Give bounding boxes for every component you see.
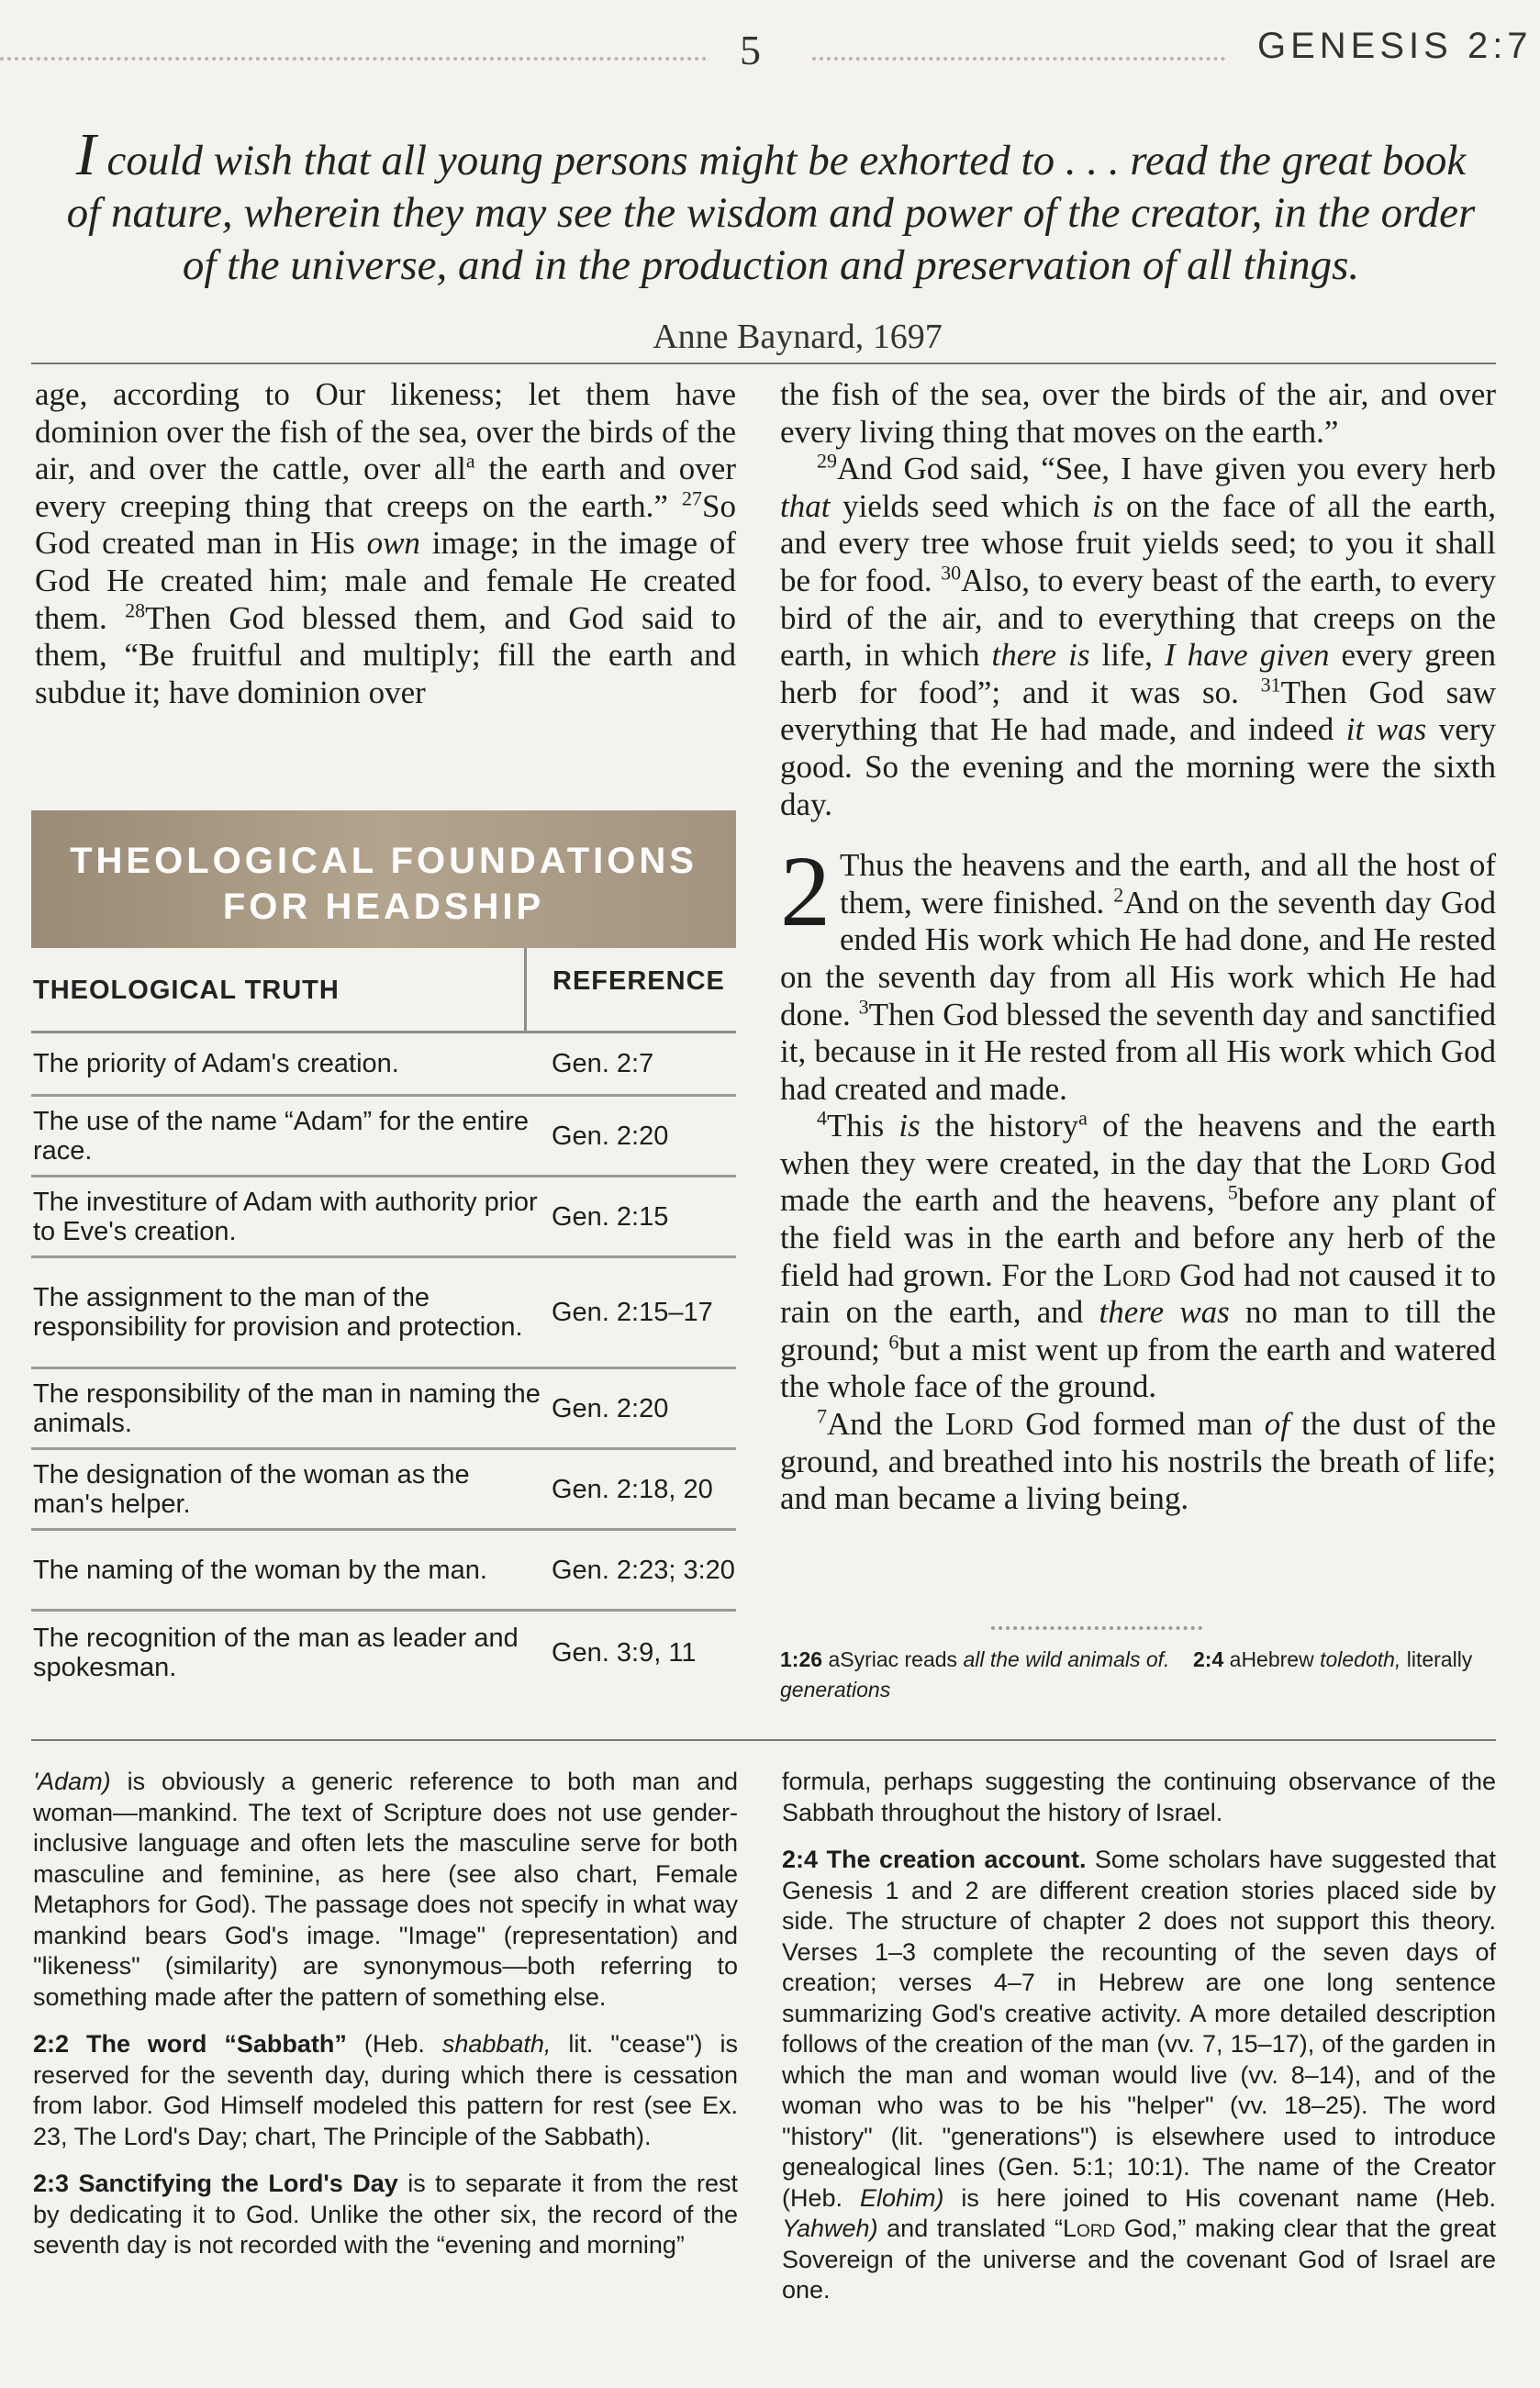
commentary-paragraph (33, 2029, 738, 2152)
verse-number: 3 (858, 994, 869, 1018)
scripture-italic: of (1264, 1406, 1290, 1443)
chart-reference: Gen. 3:9, 11 (552, 1638, 697, 1668)
scripture-text: And on the seventh day God ended His work which He had done, and He rested on the seventh day from all His work which He had done. (780, 884, 1496, 1032)
scripture-paragraph (780, 1108, 1496, 1406)
chart-title-line: THEOLOGICAL FOUNDATIONS (70, 841, 697, 881)
commentary-text: formula, perhaps suggesting the continuing observance of the Sabbath throughout the history of Israel. (782, 1768, 1496, 1826)
epigraph-rule (31, 363, 1496, 364)
verse-number: 7 (817, 1404, 827, 1428)
chart-row (31, 1612, 736, 1694)
scripture-paragraph (780, 1406, 1496, 1518)
commentary-right-column (782, 1767, 1496, 2323)
verse-number: 4 (817, 1106, 827, 1130)
scripture-lord: Lord (945, 1406, 1014, 1443)
scripture-italic: there is (991, 637, 1090, 674)
chart-reference: Gen. 2:20 (552, 1121, 669, 1151)
chapter-number: 2 (780, 835, 831, 948)
scripture-paragraph (780, 376, 1496, 451)
commentary-text: is here joined to His covenant name (Heb. (943, 2183, 1496, 2212)
header-dot-leader-left (0, 57, 707, 61)
footnotes (780, 1645, 1496, 1705)
commentary-heading: 2:3 Sanctifying the Lord's Day (33, 2170, 398, 2197)
chart-reference: Gen. 2:7 (552, 1049, 654, 1078)
scripture-italic: it was (1345, 711, 1427, 748)
commentary-text: lit. "cease") is reserved for the seventh day, during which there is cessation from labor. God Himself modeled this pattern for rest (see Ex. 23, The Lord's Day; chart, The Principle of the Sabbath). (33, 2030, 738, 2150)
scripture-text: Then God blessed them, and God said to them, “Be fruitful and multiply; fill the earth and subdue it; have dominion over (35, 599, 737, 710)
scripture-text: the history (920, 1108, 1079, 1144)
scripture-text: very good. So the evening and the morning were the sixth day. (780, 711, 1496, 822)
chart-col-reference: REFERENCE (552, 966, 725, 996)
verse-number: 27 (682, 486, 703, 510)
scripture-text: Then God saw everything that He had made, and indeed (780, 674, 1496, 748)
scripture-left-column (35, 376, 736, 711)
scripture-text: Also, to every beast of the earth, to every bird of the air, and to everything that creeps on the earth, in which (780, 562, 1496, 674)
epigraph-quote (55, 121, 1487, 292)
commentary-lord: Lord (1062, 2215, 1116, 2242)
commentary-rule (31, 1739, 1496, 1741)
commentary-paragraph (782, 1767, 1496, 1828)
chart-column-headers (31, 948, 736, 1033)
chart-row (31, 1450, 736, 1531)
scripture-italic: own (366, 525, 420, 562)
verse-number: 2 (1113, 883, 1124, 907)
chart-truth: The naming of the woman by the man. (33, 1555, 487, 1585)
verse-number: 6 (888, 1330, 899, 1354)
scripture-text: God had not caused it to rain on the earth, and (780, 1256, 1496, 1331)
headship-chart (31, 810, 736, 1694)
commentary-heading: 2:4 The creation account. (782, 1846, 1087, 1873)
scripture-text: on the face of all the earth, and every tree whose fruit yields seed; to you it shall be for food. (780, 487, 1497, 598)
scripture-text: of the heavens and the earth when they were created, in the day that the (780, 1108, 1496, 1181)
scripture-text: age, according to Our likeness; let them have dominion over the fish of the sea, over the birds of the air, and over the cattle, over all (35, 376, 736, 487)
epigraph-initial: I (75, 121, 96, 188)
chart-truth: The use of the name “Adam” for the entire race. (33, 1106, 529, 1166)
scripture-text: the earth and over every creeping thing that creeps on the earth.” (35, 451, 736, 524)
chart-row (31, 1177, 736, 1258)
commentary-paragraph (33, 1767, 738, 2013)
chart-row (31, 1369, 736, 1450)
scripture-text: God made the earth and the heavens, (780, 1144, 1496, 1219)
commentary-paragraph (33, 2169, 738, 2261)
scripture-text: yields seed which (830, 487, 1093, 524)
page-number: 5 (740, 27, 761, 73)
verse-number: 5 (1227, 1180, 1238, 1204)
commentary-paragraph (782, 1845, 1496, 2306)
epigraph-attribution: Anne Baynard, 1697 (653, 318, 943, 356)
scripture-italic: is (898, 1108, 921, 1144)
footnote-italic: all the wild animals of. (963, 1647, 1170, 1671)
chart-truth: The responsibility of the man in naming the animals. (33, 1378, 541, 1438)
scripture-text: So God created man in His (35, 487, 736, 562)
chart-reference: Gen. 2:18, 20 (552, 1474, 713, 1504)
commentary-text: is to separate it from the rest by dedicating it to God. Unlike the other six, the record of the seventh day is not recorded with the “evening and morning” (33, 2170, 738, 2259)
chart-title-line: FOR HEADSHIP (222, 887, 545, 927)
chart-col-truth: THEOLOGICAL TRUTH (31, 948, 527, 1031)
scripture-text: the dust of the ground, and breathed into his nostrils the breath of life; and man became a living being. (780, 1406, 1496, 1517)
footnote-text: aSyriac reads (828, 1647, 964, 1671)
chart-reference: Gen. 2:15–17 (552, 1298, 713, 1327)
scripture-text: every green herb for food”; and it was so. (780, 637, 1496, 710)
scripture-paragraph (780, 451, 1496, 823)
commentary-text: is obviously a generic reference to both man and woman—mankind. The text of Scripture does not use gender-inclusive language and often lets the masculine serve for both masculine and feminine, as here (see also chart, Female Metaphors for God). The passage does not specify in what way mankind bears God's image. "Image" (representation) and "likeness" (similarity) are synonymous—both referring to something made after the pattern of something else. (33, 1768, 738, 2011)
scripture-italic: I have given (1164, 637, 1330, 674)
chart-truth: The priority of Adam's creation. (33, 1049, 399, 1078)
verse-number: 30 (941, 561, 962, 585)
chart-row (31, 1097, 736, 1177)
footnote-ref: 2:4 (1193, 1647, 1224, 1671)
commentary-text: and translated “ (877, 2215, 1063, 2242)
scripture-text: Thus the heavens and the earth, and all the host of them, were finished. (840, 847, 1496, 921)
commentary-text: God,” making clear that the great Sovereign of the universe and the covenant God of Israel are one. (782, 2215, 1496, 2304)
commentary-text: Some scholars have suggested that Genesis 1 and 2 are different creation stories placed side by side. The structure of chapter 2 does not support this theory. Verses 1–3 complete the recounting of the seven days of creation; verses 4–7 in Hebrew are one long sentence summarizing God's creative activity. A more detailed description follows of the creation of the man (vv. 7, 15–17), of the garden in which the man and woman would live (vv. 8–14), and of the woman who was to be his "helper" (vv. 18–25). The word "history" (lit. "generations") is elsewhere used to introduce genealogical lines (Gen. 5:1; 10:1). The name of the Creator (Heb. (782, 1846, 1496, 2212)
scripture-right-column (780, 376, 1496, 1518)
footnote-divider (991, 1626, 1202, 1630)
scripture-text: life, (1089, 637, 1165, 674)
footnote-text: aHebrew (1229, 1647, 1321, 1671)
commentary-italic: Yahweh) (782, 2215, 878, 2242)
scripture-text: Then God blessed the seventh day and sanctified it, because in it He rested from all His work which God had created and made. (780, 996, 1496, 1107)
chart-truth: The recognition of the man as leader and spokesman. (33, 1624, 519, 1682)
scripture-text: This (827, 1108, 899, 1144)
scripture-text: but a mist went up from the earth and watered the whole face of the ground. (780, 1331, 1496, 1405)
commentary-heading: 2:2 The word “Sabbath” (33, 2030, 347, 2058)
scripture-text: no man to till the ground; (780, 1294, 1496, 1367)
footnote-ref: 1:26 (780, 1647, 823, 1671)
scripture-text: God formed man (1013, 1406, 1265, 1443)
chart-row (31, 1258, 736, 1369)
verse-number: 31 (1260, 673, 1281, 697)
chart-truth: The assignment to the man of the responsibility for provision and protection. (33, 1283, 523, 1342)
footnote-italic: toledoth, (1320, 1647, 1401, 1671)
commentary-italic: shabbath, (441, 2030, 552, 2058)
footnote-italic: generations (780, 1678, 891, 1702)
scripture-italic: that (780, 487, 831, 524)
chart-truth: The investiture of Adam with authority prior to Eve's creation. (33, 1187, 538, 1246)
scripture-text: And the (827, 1406, 946, 1443)
commentary-italic: 'Adam) (33, 1768, 111, 1795)
running-head: GENESIS 2:7 (1257, 26, 1533, 66)
scripture-text: before any plant of the field was in the earth and before any herb of the field had grown. For the (780, 1182, 1496, 1293)
chapter-2-paragraph (780, 835, 1496, 1108)
scripture-text: image; in the image of God He created him; male and female He created them. (35, 525, 736, 636)
chart-truth: The designation of the woman as the man's helper. (33, 1459, 470, 1519)
scripture-paragraph (35, 376, 736, 711)
footnote-marker: a (1078, 1106, 1088, 1130)
chart-reference: Gen. 2:15 (552, 1201, 669, 1232)
chart-row (31, 1531, 736, 1612)
scripture-text: And God said, “See, I have given you every herb (837, 451, 1496, 487)
header-dot-leader-right (812, 57, 1225, 61)
scripture-text: the fish of the sea, over the birds of the air, and over every living thing that moves on the earth.” (780, 376, 1496, 450)
scripture-italic: there was (1099, 1294, 1230, 1331)
footnote-marker: a (465, 449, 475, 473)
chart-reference: Gen. 2:23; 3:20 (552, 1555, 735, 1585)
epigraph-text: could wish that all young persons might be exhorted to . . . read the great book of nature, wherein they may see the wisdom and power of the creator, in the order of the universe, and in the production and preservation of all things. (66, 137, 1476, 289)
commentary-text: (Heb. (346, 2030, 442, 2058)
scripture-lord: Lord (1102, 1256, 1171, 1293)
commentary-left-column (33, 1767, 738, 2278)
commentary-italic: Elohim) (859, 2183, 944, 2212)
verse-number: 28 (125, 597, 146, 621)
footnote-text: literally (1401, 1647, 1473, 1671)
chart-title (31, 810, 736, 948)
verse-number: 29 (817, 449, 837, 473)
scripture-lord: Lord (1361, 1144, 1431, 1181)
chart-reference: Gen. 2:20 (552, 1393, 669, 1423)
scripture-italic: is (1092, 487, 1114, 524)
chart-row (31, 1033, 736, 1097)
